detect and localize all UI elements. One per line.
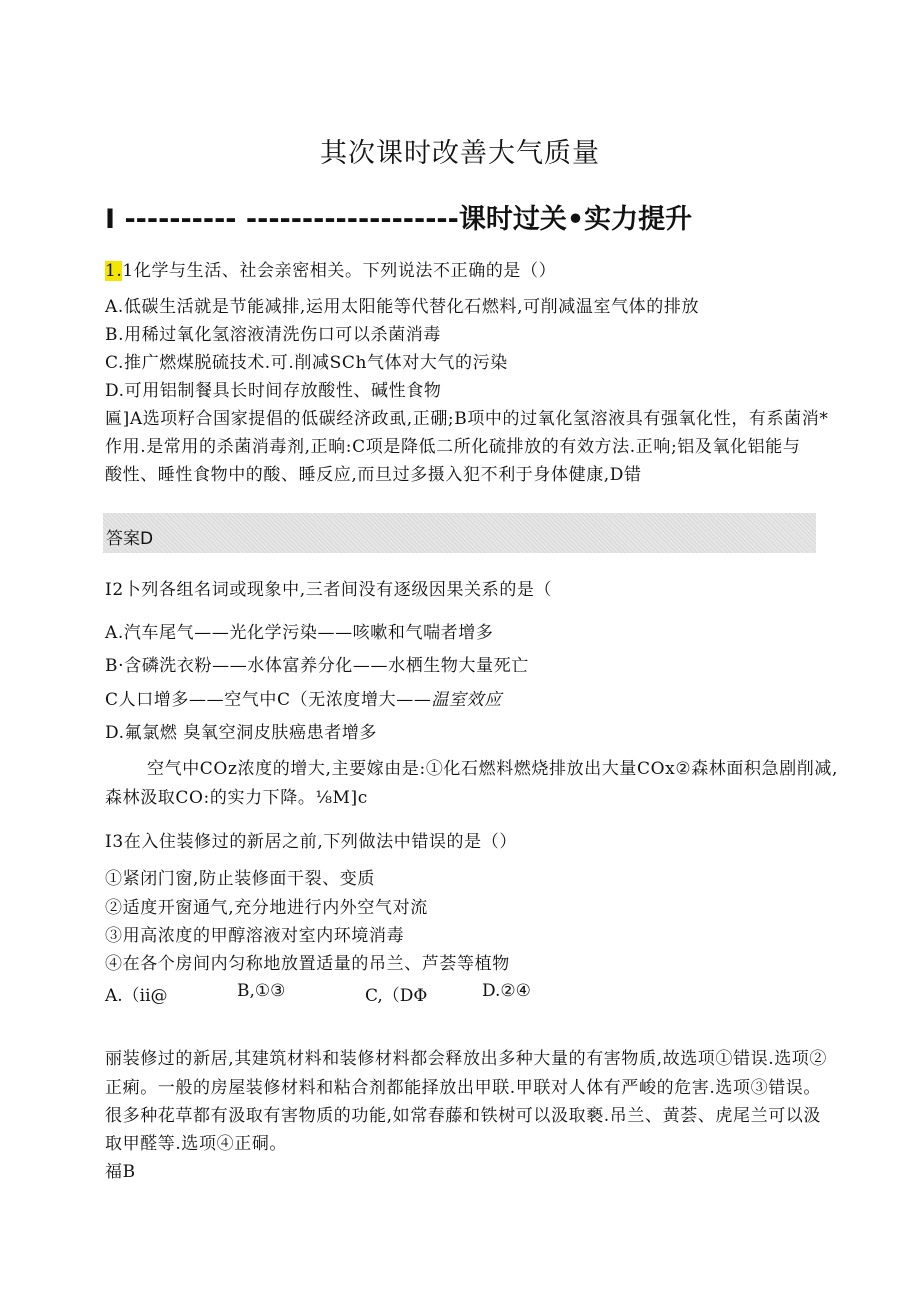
question-number-highlight: 1.: [105, 261, 123, 281]
page-title: 其次课时改善大气质量: [320, 138, 600, 169]
q1-analysis-line: 匾]A选项籽合国家提倡的低碳经济政虱,正硼;B项中的过氧化氢溶液具有强氧化性，有系菌消*: [105, 409, 829, 429]
q2-analysis-line: 森林汲取CO:的实力下降。⅛M]c: [105, 788, 368, 808]
q3-analysis-line: 正痢。一般的房屋装修材料和粘合剂都能择放出甲联.甲联对人体有严峻的危害.选项③错误。: [105, 1078, 822, 1098]
q2-option-d: D.氟氯燃 臭氧空洞皮肤癌患者增多: [105, 723, 378, 743]
q3-choice-d: D.②④: [482, 981, 531, 1001]
question-3-stem: I3在入住装修过的新居之前,下列做法中错误的是（）: [105, 832, 517, 852]
q1-option-d: D.可用铝制餐具长时间存放酸性、碱性食物: [105, 381, 442, 401]
question-1-stem: 1.1化学与生活、社会亲密相关。下列说法不正确的是（）: [105, 261, 557, 281]
q1-option-a: A.低碳生活就是节能减排,运用太阳能等代替化石燃料,可削减温室气体的排放: [105, 297, 700, 317]
section-heading: I ---------- -------------------课时过关•实力提升: [105, 204, 693, 235]
q3-choice-a: A.（ii@: [105, 986, 168, 1006]
q3-answer: 福B: [105, 1162, 136, 1182]
q2-analysis-line: 空气中COz浓度的增大,主要嫁由是:①化石燃料燃烧排放出大量COx②森林面积急剧削减,: [147, 759, 839, 779]
q3-analysis-line: 丽装修过的新居,其建筑材料和装修材料都会释放出多种大量的有害物质,故选项①错误.选项②: [105, 1049, 828, 1069]
q3-choice-b: B,①③: [237, 981, 286, 1001]
q1-answer: 答案D: [106, 529, 154, 549]
q1-option-c: C.推广燃煤脱硫技术.可.削减SCh气体对大气的污染: [105, 353, 508, 373]
q3-item: ②适度开窗通气,充分地进行内外空气对流: [105, 898, 428, 918]
q3-choice-c: C,（DΦ: [365, 986, 428, 1006]
q3-item: ③用高浓度的甲醇溶液对室内环境消毒: [105, 926, 405, 946]
q2-option-a: A.汽车尾气——光化学污染——咳嗽和气喘者增多: [105, 623, 494, 643]
q1-analysis-line: 酸性、睡性食物中的酸、睡反应,而旦过多摄入犯不利于身体健康,D错: [105, 465, 642, 485]
q3-analysis-line: 很多种花草都有汲取有害物质的功能,如常春藤和铁树可以汲取褻.吊兰、黄荟、虎尾兰可以汲: [105, 1106, 822, 1126]
q3-item: ④在各个房间内匀称地放置适量的吊兰、芦荟等植物: [105, 954, 510, 974]
q1-analysis-line: 作用.是常用的杀菌消毒剂,正晌:C项是降低二所化硫排放的有效方法.正响;铝及氧化铝能与: [105, 437, 801, 457]
q2-option-c: C人口增多——空气中C（无浓度增大——温室效应: [105, 690, 502, 710]
q3-analysis-line: 取甲醛等.选项④正硐。: [105, 1134, 288, 1154]
q2-option-b: B·含磷洗衣粉——水体富养分化——水栖生物大量死亡: [105, 656, 529, 676]
question-2-stem: I2卜列各组名词或现象中,三者间没有逐级因果关系的是（: [105, 580, 553, 600]
answer-bar: [103, 513, 816, 553]
q2-option-c-italic: 温室效应: [431, 690, 502, 710]
q3-item: ①紧闭门窗,防止装修面干裂、变质: [105, 869, 376, 889]
q1-option-b: B.用稀过氧化氢溶液清洗伤口可以杀菌消毒: [105, 325, 441, 345]
